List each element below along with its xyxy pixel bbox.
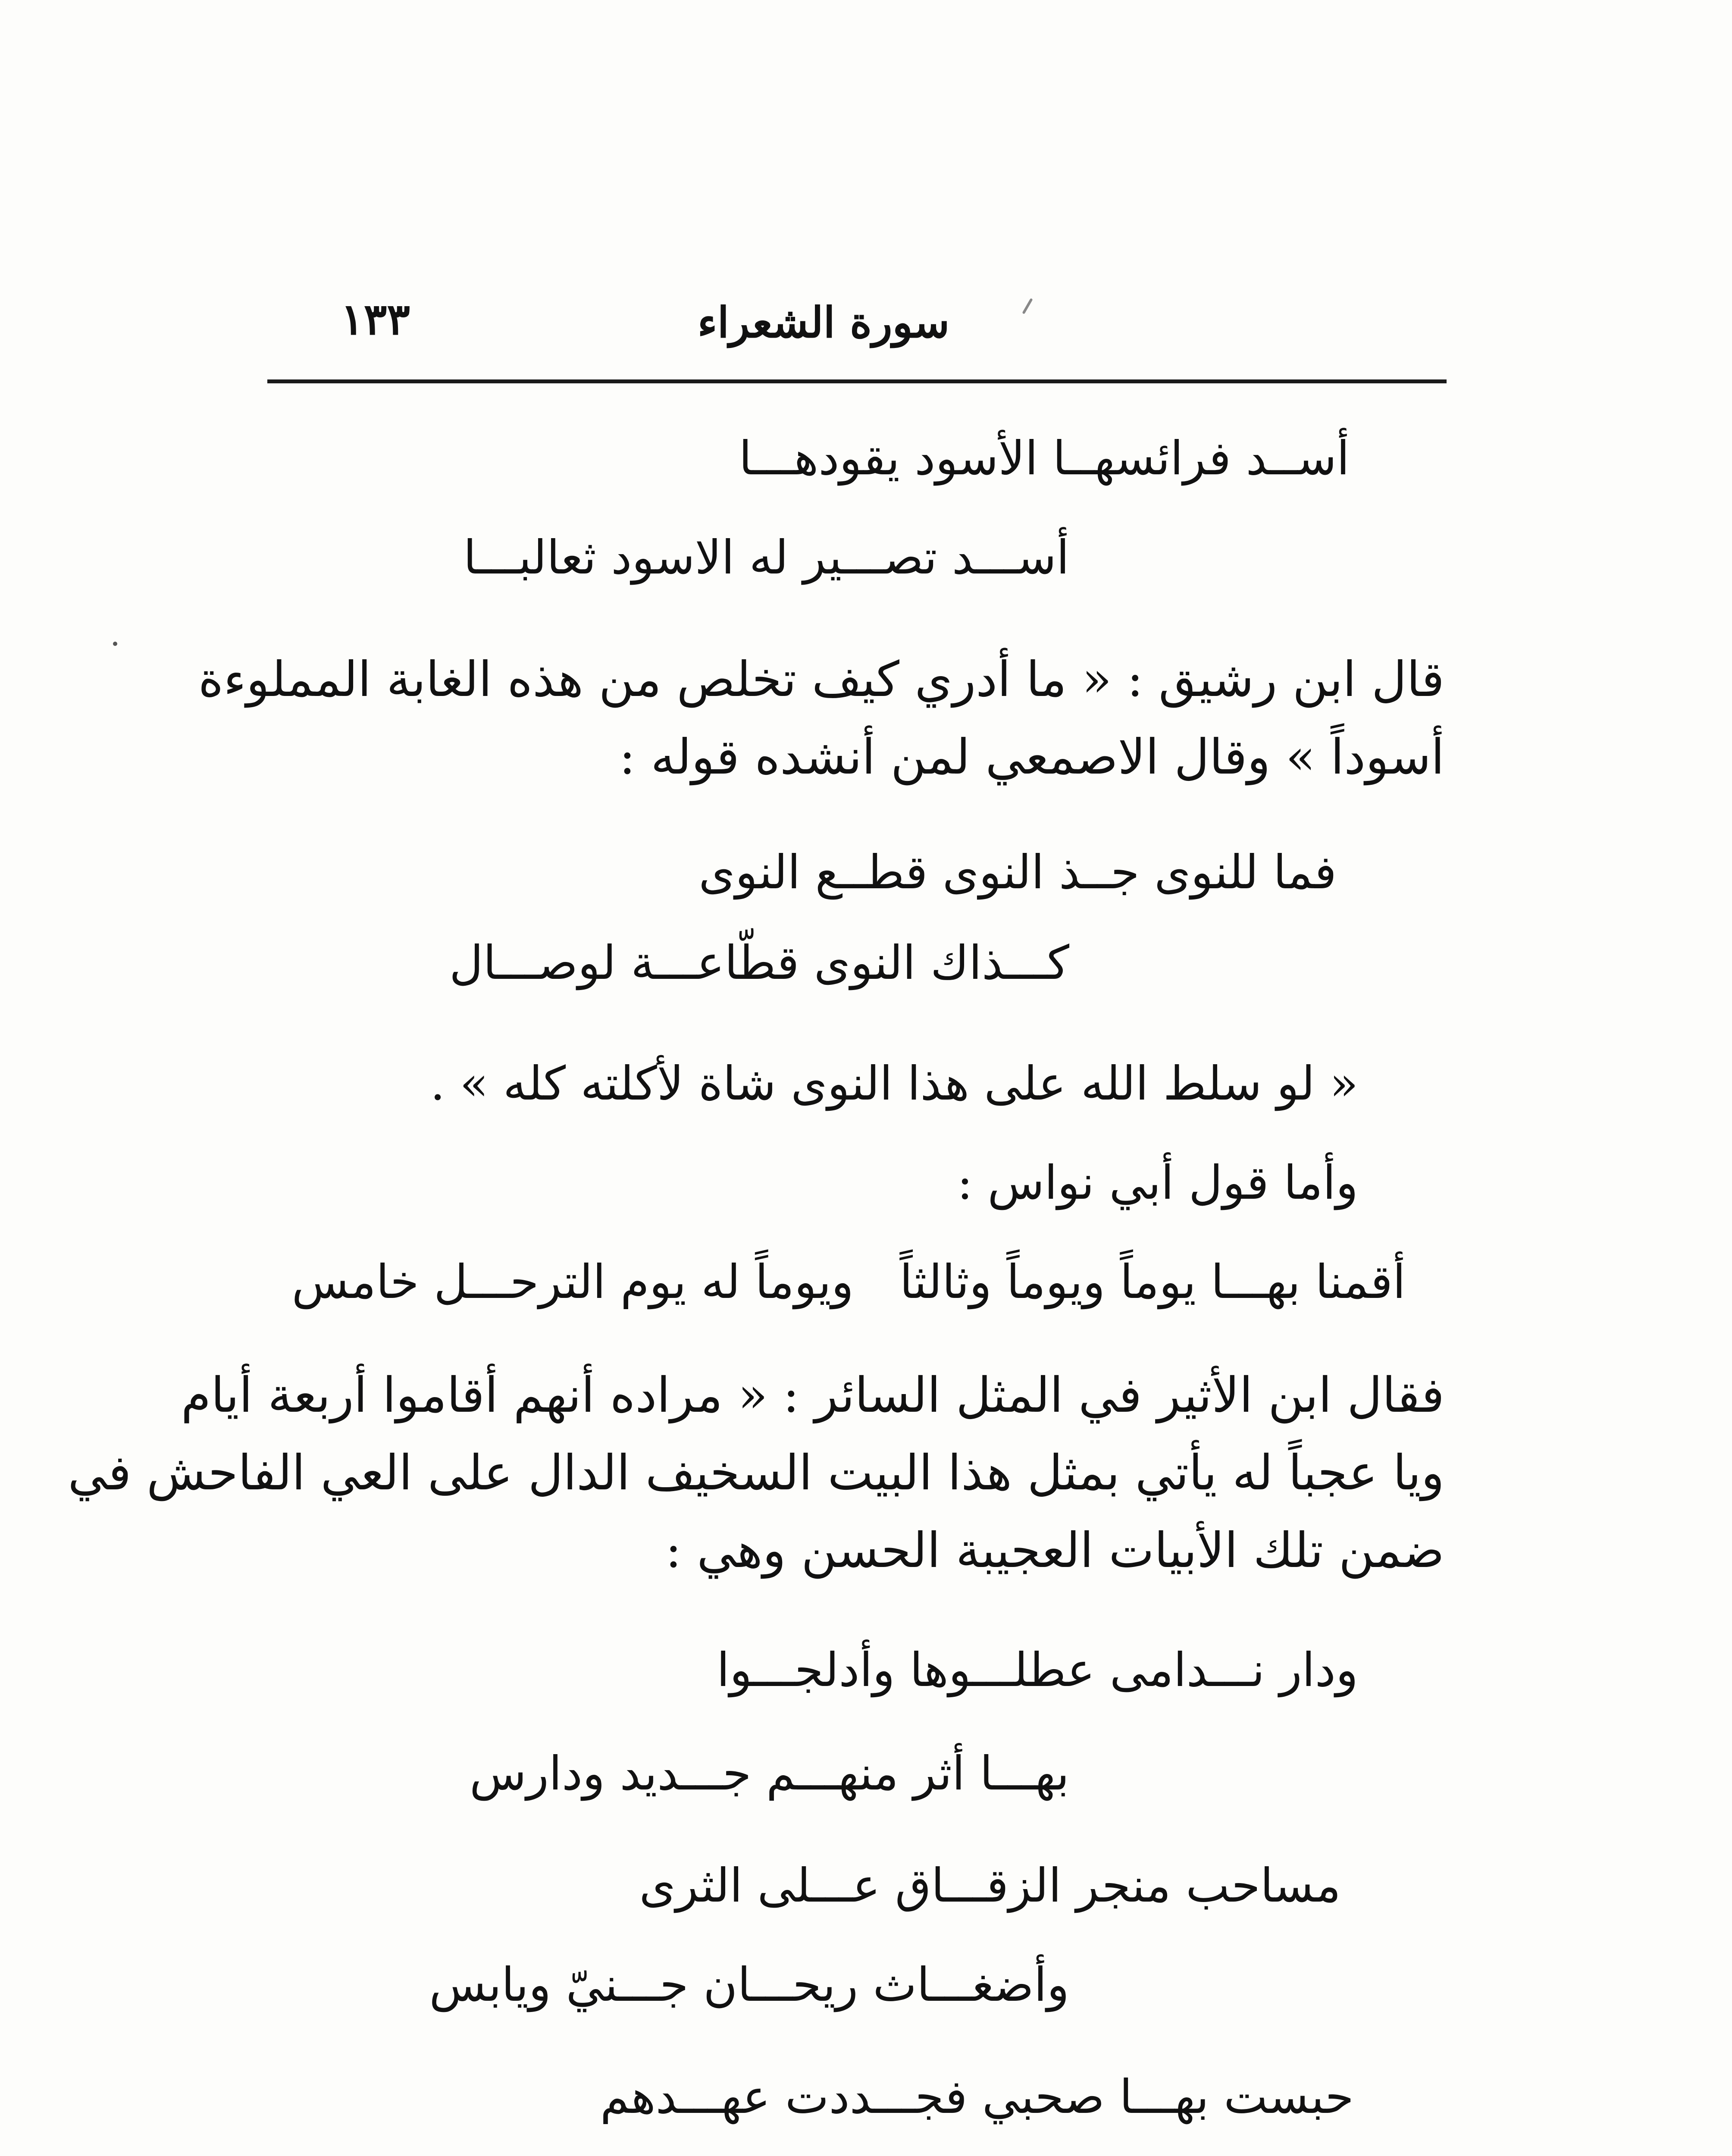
paragraph-2-line-1: فقال ابن الأثير في المثل السائر : « مراده أنهم أقاموا أربعة أيام — [181, 1367, 1444, 1423]
scan-mark — [1022, 298, 1033, 314]
header-rule — [267, 379, 1447, 383]
page-number: ١٣٣ — [341, 294, 410, 345]
verse-3-first-hemistich: أقمنا بهـــا يوماً ويوماً وثالثاً — [899, 1255, 1406, 1309]
paragraph-2-line-2: ويا عجباً له يأتي بمثل هذا البيت السخيف الدال على العي الفاحش في — [68, 1445, 1444, 1501]
verse-2-first-hemistich: فما للنوى جــذ النوى قطــع النوى — [698, 846, 1337, 899]
verse-5-first-hemistich: مساحب منجر الزقـــاق عـــلى الثرى — [639, 1859, 1341, 1913]
running-header-title: سورة الشعراء — [697, 298, 950, 348]
verse-5-second-hemistich: وأضغـــاث ريحـــان جـــنيّ ويابس — [429, 1958, 1069, 2012]
paragraph-2-line-3: ضمن تلك الأبيات العجيبة الحسن وهي : — [665, 1523, 1444, 1579]
verse-1-first-hemistich: أســد فرائسهــا الأسود يقودهـــا — [739, 432, 1350, 486]
quote-line: « لو سلط الله على هذا النوى شاة لأكلته كله » . — [430, 1057, 1358, 1111]
paragraph-1-line-1: قال ابن رشيق : « ما أدري كيف تخلص من هذه الغابة المملوءة — [198, 652, 1444, 708]
verse-4-first-hemistich: ودار نـــدامى عطلـــوها وأدلجـــوا — [717, 1643, 1358, 1697]
verse-6-first-hemistich: حبست بهـــا صحبي فجـــددت عهـــدهم — [600, 2070, 1354, 2124]
verse-3-second-hemistich: ويوماً له يوم الترحـــل خامس — [291, 1255, 854, 1309]
verse-4-second-hemistich: بهـــا أثر منهـــم جـــديد ودارس — [469, 1747, 1069, 1801]
verse-2-second-hemistich: كـــذاك النوى قطّاعـــة لوصـــال — [449, 936, 1069, 990]
verse-1-second-hemistich: أســـد تصـــير له الاسود ثعالبـــا — [463, 531, 1069, 585]
paragraph-1-line-2: أسوداً » وقال الاصمعي لمن أنشده قوله : — [619, 729, 1444, 785]
scan-speck — [113, 642, 117, 646]
intro-line: وأما قول أبي نواس : — [957, 1156, 1358, 1210]
